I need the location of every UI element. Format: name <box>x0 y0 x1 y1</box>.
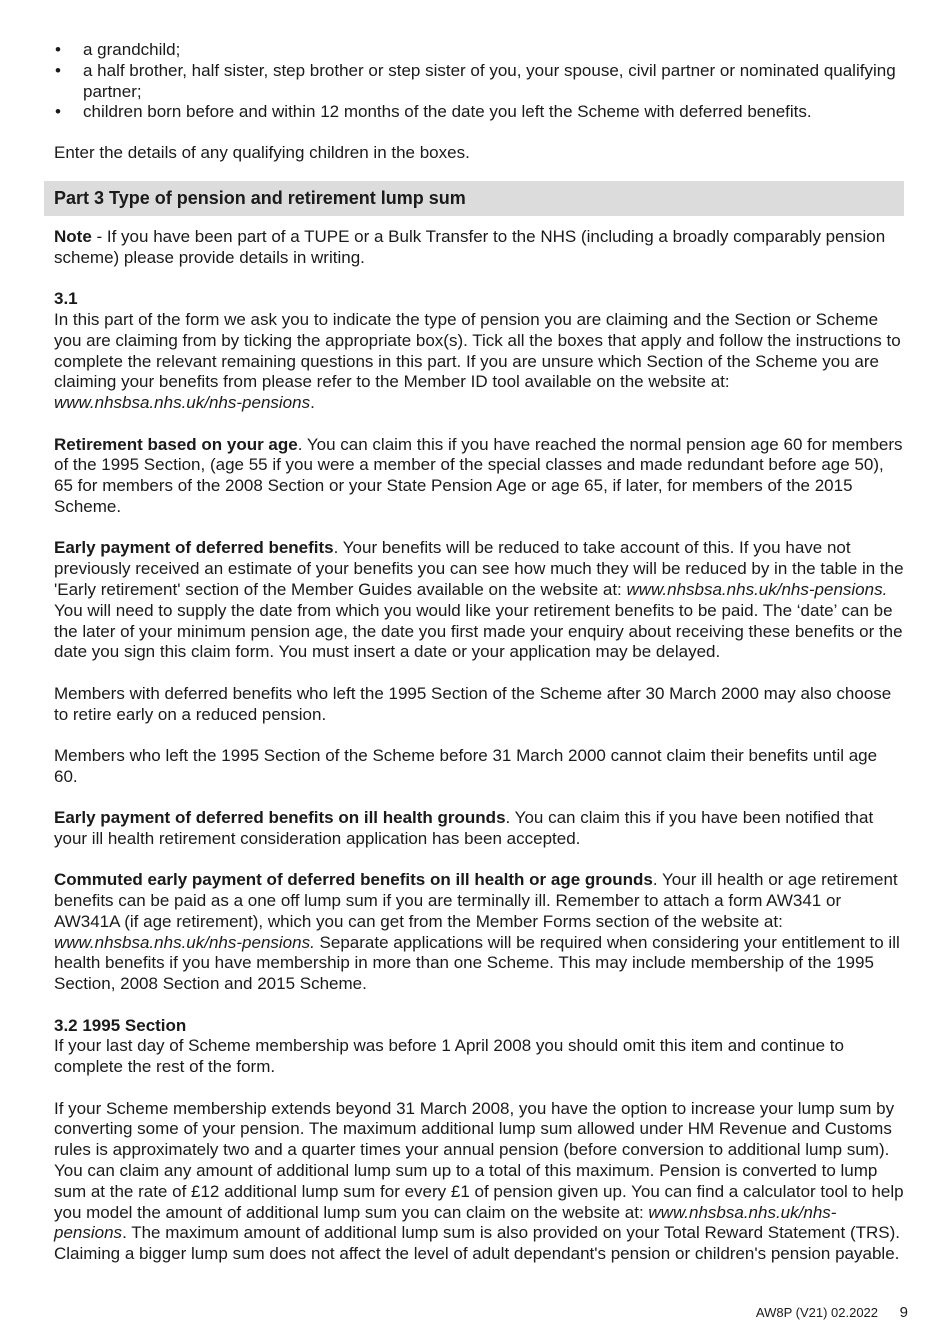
ill-health-label: Early payment of deferred benefits on ill health grounds <box>54 808 506 828</box>
part3-heading-bar <box>44 181 904 216</box>
bullet-icon: • <box>55 60 61 80</box>
list-item: • a grandchild; <box>55 40 181 59</box>
retirement-age-label: Retirement based on your age <box>54 434 298 454</box>
note-label: Note <box>54 227 92 246</box>
section-3-2: 3.2 1995 Section If your last day of Scheme membership was before 1 April 2008 you should omit this item and continue to complete the rest of the form. <box>54 1015 844 1077</box>
bullet-icon: • <box>55 40 61 59</box>
before-2000-paragraph: Members who left the 1995 Section of the Scheme before 31 March 2000 cannot claim their benefits until age 60. <box>54 745 878 786</box>
list-item: • a half brother, half sister, step brother or step sister of you, your spouse, civil partner or nominated qualifying partner; <box>55 60 896 101</box>
early-payment-label: Early payment of deferred benefits <box>54 538 334 558</box>
page-footer <box>756 1303 908 1324</box>
section-3-1-heading: 3.1 <box>54 289 78 309</box>
note-paragraph: Note - If you have been part of a TUPE or a Bulk Transfer to the NHS (including a broadly comparably pension scheme) please provide details in writing. <box>54 227 886 267</box>
section-3-2-heading: 3.2 1995 Section <box>54 1015 187 1035</box>
early-payment-paragraph: Early payment of deferred benefits. Your benefits will be reduced to take account of this. If you have not previously received an estimate of your benefits you can see how much they will be reduced by in the table in the 'Early retirement' section of the Member Guides available on the website at: www.nhsbsa.nhs.uk/nhs-pensions. You will need to supply the date from which you would like your retirement benefits to be paid. The ‘date’ can be the later of your minimum pension age, the date you first made your enquiry about receiving these benefits or the date you sign this claim form. You must insert a date or your application may be delayed. <box>54 538 904 662</box>
list-item: • children born before and within 12 months of the date you left the Scheme with deferred benefits. <box>55 102 812 122</box>
qualifying-children-list <box>54 40 904 123</box>
website-link[interactable]: www.nhsbsa.nhs.uk/nhs-pensions <box>54 1202 837 1243</box>
lump-sum-paragraph: If your Scheme membership extends beyond 31 March 2008, you have the option to increase your lump sum by converting some of your pension. The maximum additional lump sum allowed under HM Revenue and Customs rules is approximately two and a quarter times your annual pension (before conversion to additional lump sum). You can claim any amount of additional lump sum up to a total of this maximum. Pension is converted to lump sum at the rate of £12 additional lump sum for every £1 of pension given up. You can find a calculator tool to help you model the amount of additional lump sum you can claim on the website at: www.nhsbsa.nhs.uk/nhs-pensions. The maximum amount of additional lump sum is also provided on your Total Reward Statement (TRS). Claiming a bigger lump sum does not affect the level of adult dependant's pension or children's pension payable. <box>54 1098 904 1264</box>
website-link[interactable]: www.nhsbsa.nhs.uk/nhs-pensions. <box>54 932 315 952</box>
ill-health-paragraph: Early payment of deferred benefits on ill health grounds. You can claim this if you have been notified that your ill health retirement consideration application has been accepted. <box>54 808 874 848</box>
commuted-paragraph: Commuted early payment of deferred benefits on ill health or age grounds. Your ill health or age retirement benefits can be paid as a one off lump sum if you are terminally ill. Remember to attach a form AW341 or AW341A (if age retirement), which you can get from the Member Forms section of the website at: www.nhsbsa.nhs.uk/nhs-pensions. Separate applications will be required when considering your entitlement to ill health benefits if you have membership in more than one Scheme. This may include membership of the 1995 Section, 2008 Section and 2015 Scheme. <box>54 870 900 994</box>
part3-body <box>54 227 904 1286</box>
website-link[interactable]: www.nhsbsa.nhs.uk/nhs-pensions. <box>626 579 888 599</box>
enter-details-instruction: Enter the details of any qualifying children in the boxes. <box>54 143 470 163</box>
bullet-icon: • <box>55 102 61 122</box>
form-code: AW8P (V21) 02.2022 <box>755 1305 879 1320</box>
website-link[interactable]: www.nhsbsa.nhs.uk/nhs-pensions <box>54 393 311 413</box>
section-3-1: 3.1 In this part of the form we ask you to indicate the type of pension you are claiming and the Section or Scheme you are claiming from by ticking the appropriate box(s). Tick all the boxes that apply and follow the instructions to complete the relevant remaining questions in this part. If you are unsure which Section of the Scheme you are claiming your benefits from please refer to the Member ID tool available on the website at: www.nhsbsa.nhs.uk/nhs-pensions. <box>54 289 901 413</box>
intro-block <box>54 40 904 185</box>
after-2000-paragraph: Members with deferred benefits who left the 1995 Section of the Scheme after 30 March 2000 may also choose to retire early on a reduced pension. <box>54 683 892 724</box>
retirement-age-paragraph: Retirement based on your age. You can claim this if you have reached the normal pension age 60 for members of the 1995 Section, (age 55 if you were a member of the special classes and made redundant before age 50), 65 for members of the 2008 Section or your State Pension Age or age 65, if later, for members of the 2015 Scheme. <box>54 434 903 516</box>
commuted-label: Commuted early payment of deferred benefits on ill health or age grounds <box>54 870 653 890</box>
part3-heading: Part 3 Type of pension and retirement lump sum <box>54 188 466 208</box>
page-number: 9 <box>899 1304 908 1321</box>
